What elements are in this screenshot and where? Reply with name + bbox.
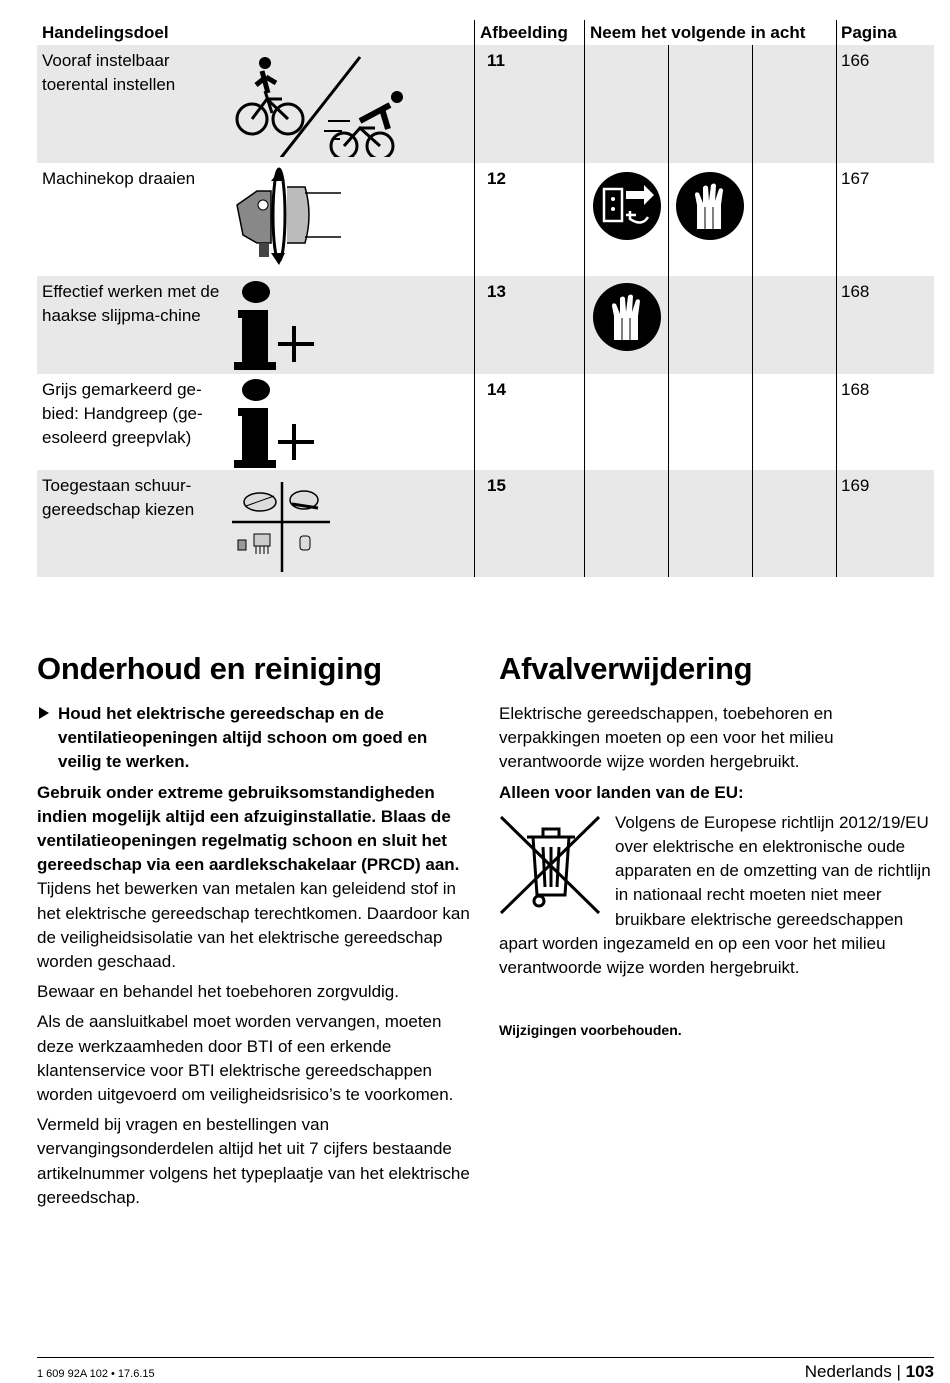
row-goal: Effectief werken met de haakse slijpma-chine xyxy=(42,282,220,325)
info-plus-icon xyxy=(232,378,322,470)
maintenance-section xyxy=(37,650,474,1216)
footer-separator: | xyxy=(896,1362,901,1381)
gloves-icon xyxy=(675,171,745,241)
row-page: 166 xyxy=(841,51,870,70)
footer-divider xyxy=(37,1357,934,1358)
table-row xyxy=(37,374,934,470)
instructions-table xyxy=(37,20,934,577)
table-header xyxy=(37,20,934,45)
info-plus-icon xyxy=(232,280,322,372)
row-figure: 12 xyxy=(487,169,506,188)
maintenance-paragraph: Gebruik onder extreme gebruiksomstandigheden indien mogelijk altijd een afzuiginstallatie. Blaas de ventilatieopeningen regelmatig schoon en sluit het gereedschap via een aardlekschakelaar (PRCD) aan. Tijdens het bewerken van metalen kan geleidend stof in het elektrische gereedschap terechtkomen. Daardoor kan de veiligheidsisolatie van het elektrische gereedschap worden geschaad. xyxy=(37,782,470,972)
eu-block xyxy=(499,811,934,980)
row-page: 168 xyxy=(841,282,870,301)
footer-page-info xyxy=(805,1362,934,1382)
row-figure: 13 xyxy=(487,282,506,301)
table-row xyxy=(37,45,934,163)
row-goal: Machinekop draaien xyxy=(42,169,196,188)
disposal-title: Afvalverwijdering xyxy=(499,651,753,686)
table-row xyxy=(37,470,934,577)
row-goal: Grijs gemarkeerd ge-bied: Handgreep (ge-esoleerd greepvlak) xyxy=(42,380,203,447)
unplug-icon xyxy=(592,171,662,241)
row-page: 169 xyxy=(841,476,870,495)
table-row xyxy=(37,163,934,276)
bicycle-speed-icon xyxy=(232,51,412,157)
row-goal: Vooraf instelbaar toerental instellen xyxy=(42,51,176,94)
disposal-section xyxy=(499,650,934,1042)
maintenance-paragraph: Vermeld bij vragen en bestellingen van vervangingsonderdelen altijd het uit 7 cijfers bestaande artikelnummer volgens het typeplaatje van het elektrische gereedschap. xyxy=(37,1115,470,1207)
maintenance-paragraph: Bewaar en behandel het toebehoren zorgvuldig. xyxy=(37,982,399,1002)
changes-note: Wijzigingen voorbehouden. xyxy=(499,1022,682,1039)
eu-text: Volgens de Europese richtlijn 2012/19/EU over elektrische en elektronische oude apparaten en de omzetting van de richtlijn in nationaal recht moeten niet meer bruikbare elektrische gereedschappen apart worden ingezameld en op een voor het milieu verantwoorde wijze worden hergebruikt. xyxy=(499,812,931,978)
header-figure: Afbeelding xyxy=(480,23,568,42)
row-page: 167 xyxy=(841,169,870,188)
maintenance-bullet: Houd het elektrische gereedschap en de ventilatieopeningen altijd schoon om goed en veilig te werken. xyxy=(37,702,474,775)
table-row xyxy=(37,276,934,374)
header-page: Pagina xyxy=(841,23,897,42)
grinder-head-rotate-icon xyxy=(235,167,345,271)
header-notes: Neem het volgende in acht xyxy=(590,23,806,42)
row-goal: Toegestaan schuur-gereedschap kiezen xyxy=(42,476,195,519)
row-figure: 14 xyxy=(487,380,506,399)
row-figure: 11 xyxy=(487,51,505,70)
gloves-icon xyxy=(592,282,662,352)
maintenance-paragraph: Als de aansluitkabel moet worden vervangen, moeten deze werkzaamheden door BTI of een erkende klantenservice voor BTI elektrische gereedschappen worden uitgevoerd om veiligheidsrisico’s te voorkomen. xyxy=(37,1012,454,1105)
disposal-paragraph: Elektrische gereedschappen, toebehoren en verpakkingen moeten op een voor het milieu verantwoorde wijze worden hergebruikt. xyxy=(499,704,834,772)
eu-heading: Alleen voor landen van de EU: xyxy=(499,782,744,802)
footer-code: 1 609 92A 102 • 17.6.15 xyxy=(37,1368,155,1380)
footer-language: Nederlands xyxy=(804,1362,892,1381)
page-number: 103 xyxy=(905,1362,934,1381)
row-figure: 15 xyxy=(487,476,506,495)
row-page: 168 xyxy=(841,380,870,399)
abrasive-tools-icon xyxy=(232,482,332,574)
crossed-bin-icon xyxy=(499,815,603,915)
header-goal: Handelingsdoel xyxy=(42,23,169,42)
bullet-triangle-icon xyxy=(39,707,49,719)
maintenance-title: Onderhoud en reiniging xyxy=(37,651,382,686)
